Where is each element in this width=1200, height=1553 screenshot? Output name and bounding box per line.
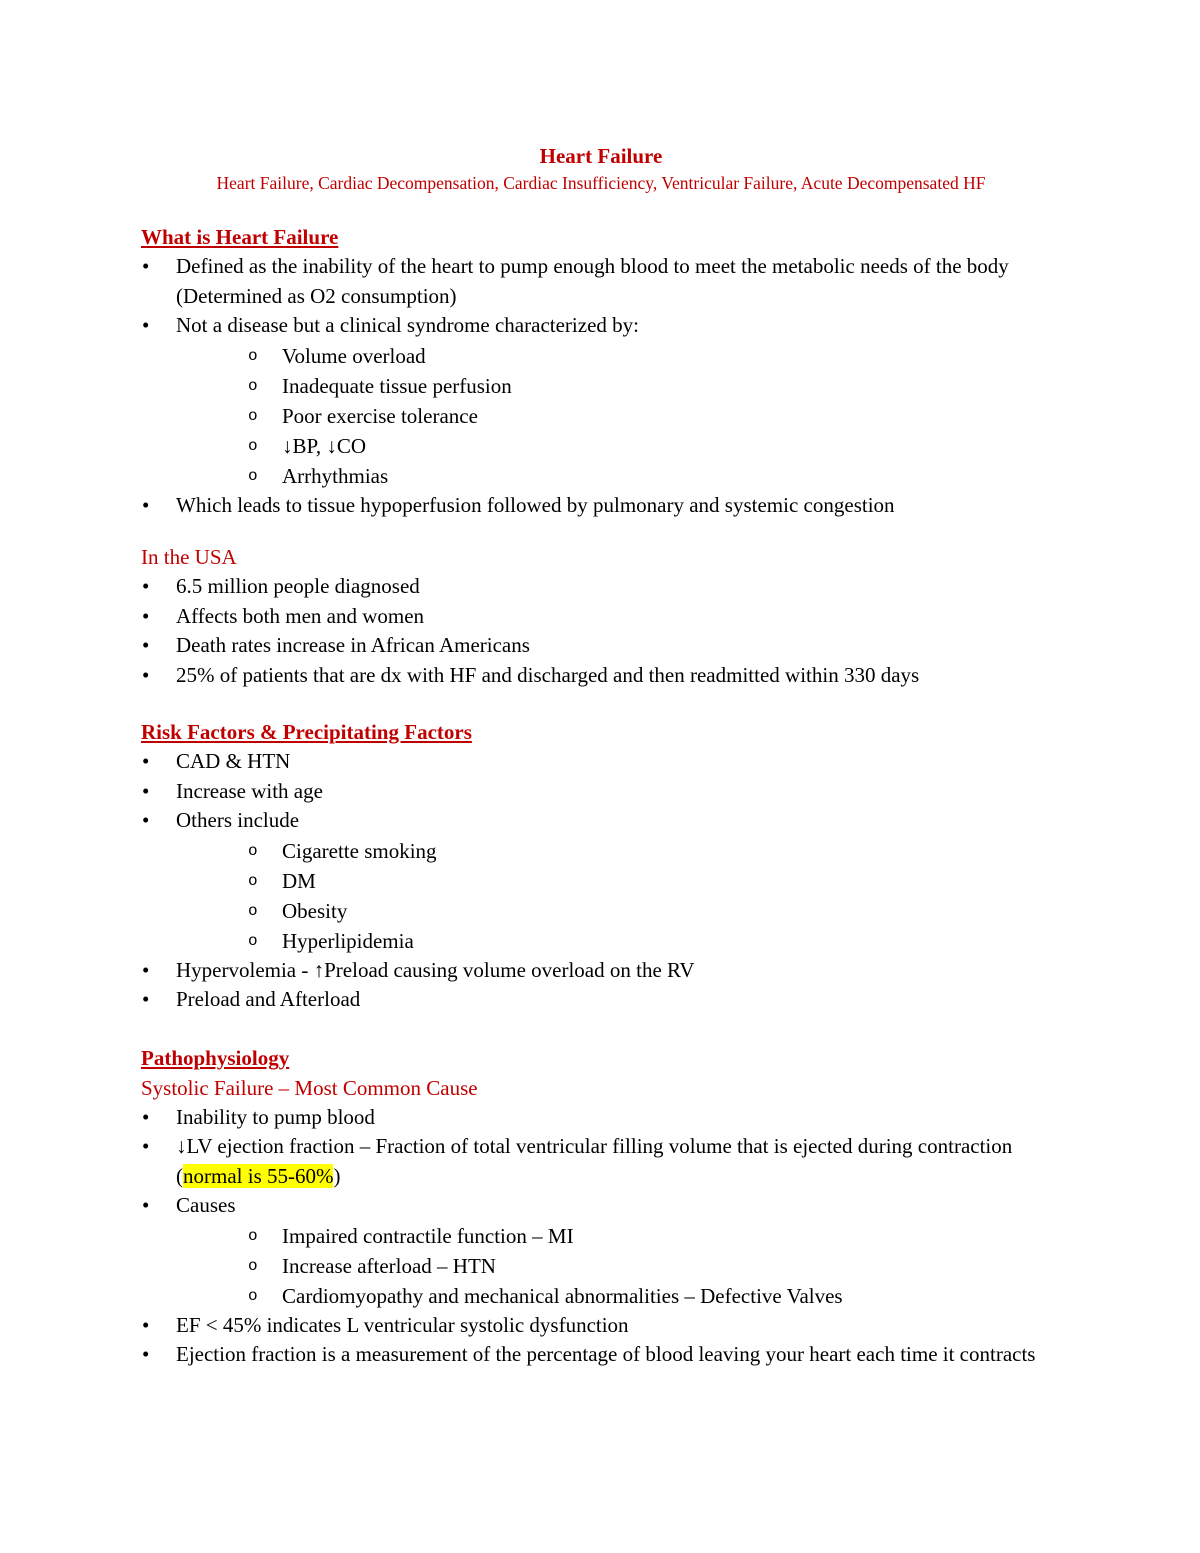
- list-item: [141, 1191, 1061, 1311]
- sublist: [176, 341, 1061, 491]
- document-title: Heart Failure: [539, 144, 663, 168]
- list-item: • Ejection fraction is a measurement of the percentage of blood leaving your heart each time it contracts: [141, 1340, 1061, 1370]
- subheading-systolic-failure: Systolic Failure – Most Common Cause: [141, 1075, 478, 1100]
- heading-pathophysiology: Pathophysiology: [141, 1045, 290, 1070]
- list-item-text: Others include: [176, 808, 300, 832]
- list-item: [141, 806, 1061, 956]
- document-subtitle: Heart Failure, Cardiac Decompensation, Cardiac Insufficiency, Ventricular Failure, Acute Decompensated HF: [216, 173, 986, 193]
- sublist-item: o ↓BP, ↓CO: [176, 431, 1061, 461]
- list-item-text: Not a disease but a clinical syndrome characterized by:: [176, 313, 639, 337]
- sublist-item: o Impaired contractile function – MI: [176, 1221, 1061, 1251]
- list-item: • Which leads to tissue hypoperfusion followed by pulmonary and systemic congestion: [141, 491, 1061, 521]
- closing-paren: ): [333, 1163, 341, 1188]
- list-item: • 6.5 million people diagnosed: [141, 572, 1061, 602]
- document-page: [141, 142, 1061, 1370]
- list-item: [141, 311, 1061, 491]
- heading-what-is-heart-failure: What is Heart Failure: [141, 225, 339, 249]
- sublist: [176, 1221, 1061, 1311]
- sublist-item: o Inadequate tissue perfusion: [176, 371, 1061, 401]
- sublist-item: o Obesity: [176, 896, 1061, 926]
- sublist-item: o Hyperlipidemia: [176, 926, 1061, 956]
- list-item-text: Causes: [176, 1193, 236, 1217]
- risk-list: [141, 747, 1061, 1015]
- list-item: • Defined as the inability of the heart to pump enough blood to meet the metabolic needs of the body (Determined as O2 consumption): [141, 252, 1061, 311]
- list-item: • CAD & HTN: [141, 747, 1061, 777]
- patho-list: [141, 1103, 1061, 1370]
- list-item: • Hypervolemia - ↑Preload causing volume overload on the RV: [141, 956, 1061, 986]
- sublist: [176, 836, 1061, 956]
- heading-risk-factors: Risk Factors & Precipitating Factors: [141, 720, 472, 744]
- sublist-item: o Poor exercise tolerance: [176, 401, 1061, 431]
- list-item: • Increase with age: [141, 777, 1061, 807]
- sublist-item: o DM: [176, 866, 1061, 896]
- list-item: • Inability to pump blood: [141, 1103, 1061, 1133]
- sublist-item: o Cardiomyopathy and mechanical abnormalities – Defective Valves: [176, 1281, 1061, 1311]
- sublist-item: o Cigarette smoking: [176, 836, 1061, 866]
- sublist-item: o Increase afterload – HTN: [176, 1251, 1061, 1281]
- heading-in-the-usa: In the USA: [141, 545, 237, 569]
- what-list: [141, 252, 1061, 520]
- ejection-fraction-text: ↓LV ejection fraction – Fraction of total ventricular filling volume that is ejected during contraction (: [176, 1134, 1013, 1188]
- highlighted-normal-range: normal is 55-60%: [183, 1163, 334, 1188]
- list-item: • 25% of patients that are dx with HF and discharged and then readmitted within 330 days: [141, 661, 1061, 691]
- list-item: • Affects both men and women: [141, 602, 1061, 632]
- sublist-item: o Volume overload: [176, 341, 1061, 371]
- list-item: • EF < 45% indicates L ventricular systolic dysfunction: [141, 1311, 1061, 1341]
- sublist-item: o Arrhythmias: [176, 461, 1061, 491]
- list-item: • Death rates increase in African Americans: [141, 631, 1061, 661]
- usa-list: [141, 572, 1061, 690]
- list-item: • Preload and Afterload: [141, 985, 1061, 1015]
- list-item: [141, 1132, 1061, 1191]
